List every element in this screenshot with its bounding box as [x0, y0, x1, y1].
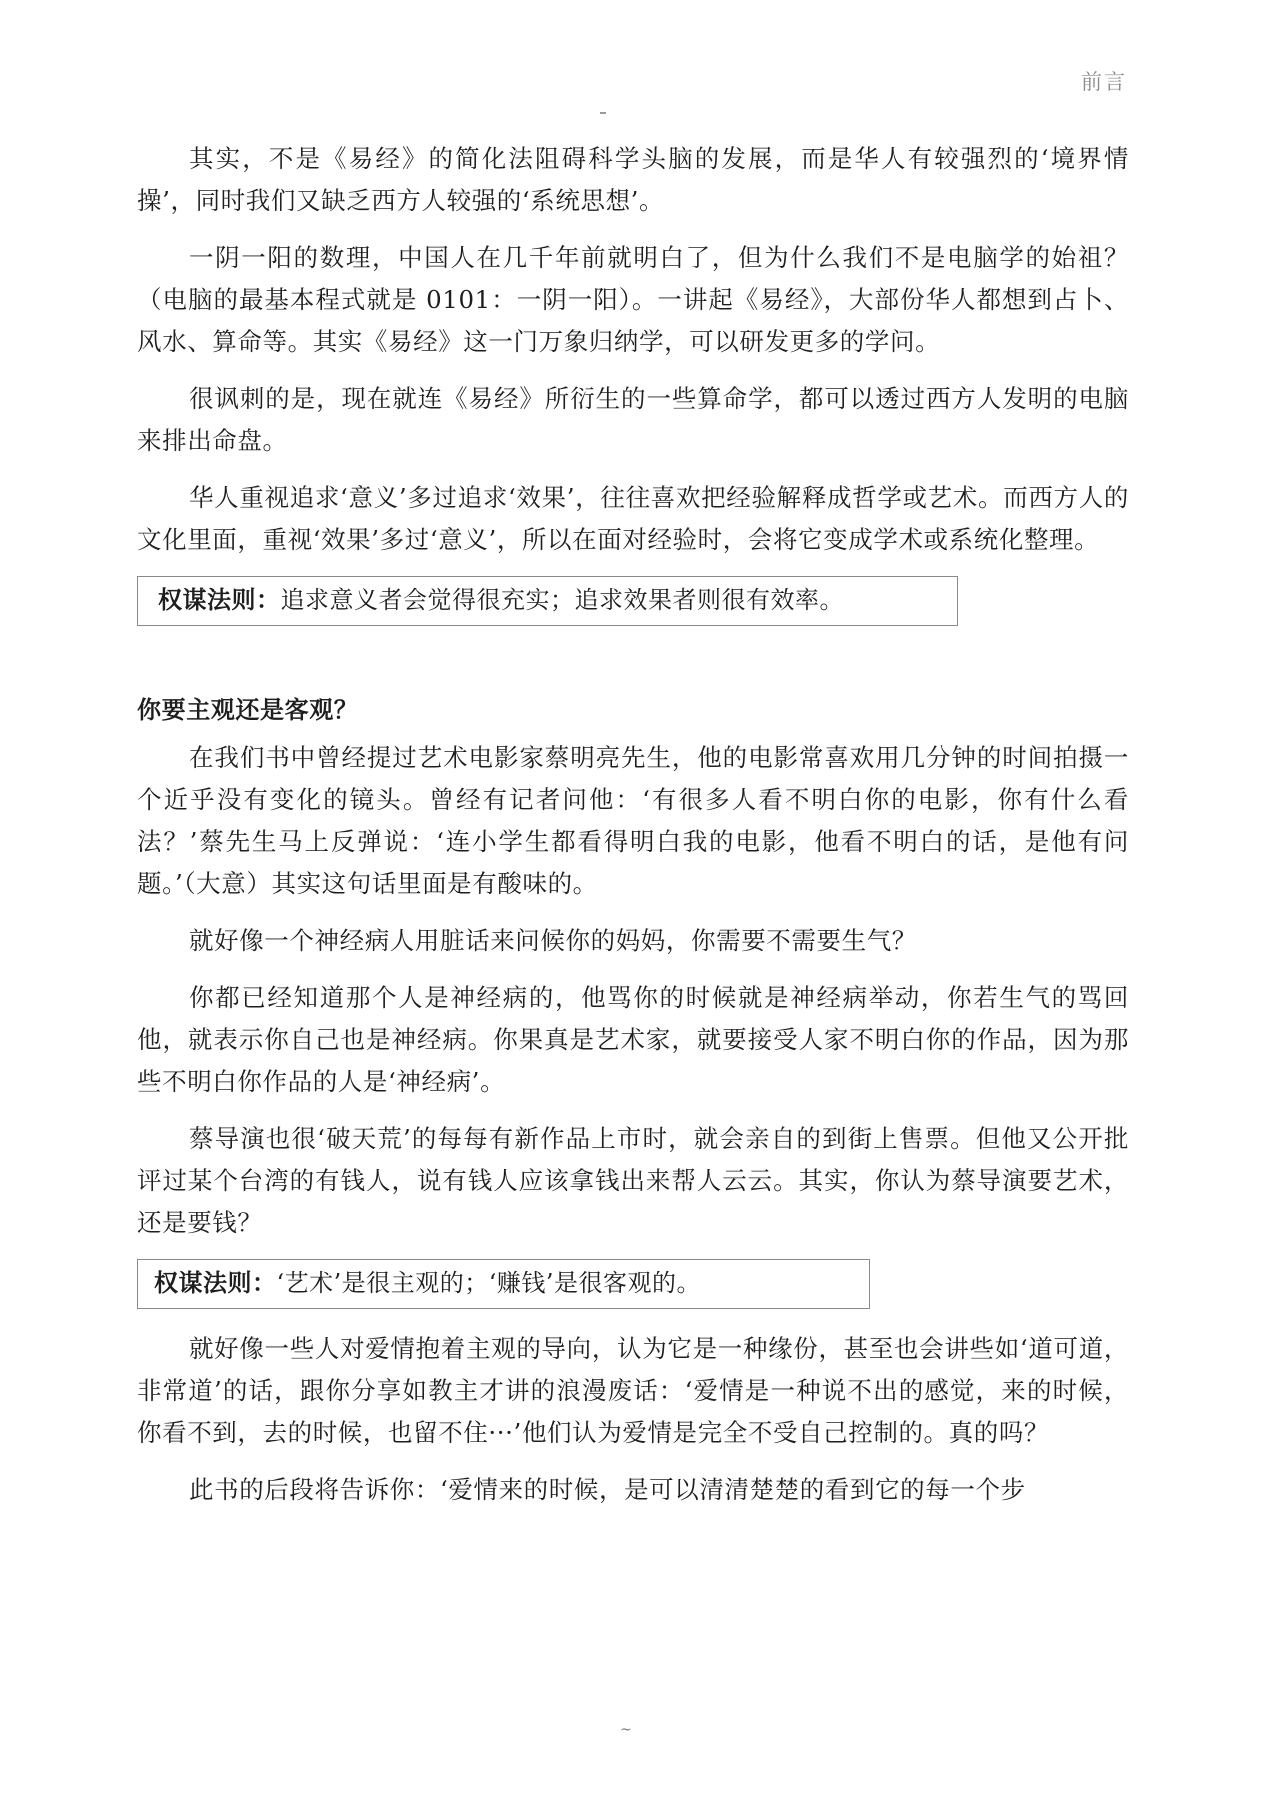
paragraph: 华人重视追求‘意义’多过追求‘效果’，往往喜欢把经验解释成哲学或艺术。而西方人的文化里面，重视‘效果’多过‘意义’，所以在面对经验时，会将它变成学术或系统化整理。	[137, 483, 1129, 554]
page-content	[137, 138, 1129, 1526]
paragraph: 就好像一个神经病人用脏话来问候你的妈妈，你需要不需要生气？	[189, 926, 917, 955]
rule-label: 权谋法则：	[158, 585, 281, 614]
rule-label: 权谋法则：	[154, 1268, 277, 1297]
section-title: 你要主观还是客观？	[137, 695, 359, 724]
paragraph: 蔡导演也很‘破天荒’的每每有新作品上市时，就会亲自的到街上售票。但他又公开批评过某个台湾的有钱人，说有钱人应该拿钱出来帮人云云。其实，你认为蔡导演要艺术，还是要钱？	[137, 1124, 1129, 1237]
rule-text: 追求意义者会觉得很充实；追求效果者则很有效率。	[280, 586, 844, 614]
paragraph: 此书的后段将告诉你：‘爱情来的时候，是可以清清楚楚的看到它的每一个步	[189, 1475, 1026, 1504]
running-header: 前言	[1081, 70, 1127, 94]
paragraph: 在我们书中曾经提过艺术电影家蔡明亮先生，他的电影常喜欢用几分钟的时间拍摄一个近乎没有变化的镜头。曾经有记者问他：‘有很多人看不明白你的电影，你有什么看法？’蔡先生马上反弹说：‘连小学生都看得明白我的电影，他看不明白的话，是他有问题。’（大意）其实这句话里面是有酸味的。	[137, 743, 1129, 898]
paragraph: 很讽刺的是，现在就连《易经》所衍生的一些算命学，都可以透过西方人发明的电脑来排出命盘。	[137, 384, 1129, 455]
scan-mark	[600, 112, 606, 114]
paragraph: 你都已经知道那个人是神经病的，他骂你的时候就是神经病举动，你若生气的骂回他，就表示你自己也是神经病。你果真是艺术家，就要接受人家不明白你的作品，因为那些不明白你作品的人是‘神经病’。	[137, 983, 1129, 1096]
rule-box	[137, 576, 958, 626]
rule-text: ‘艺术’是很主观的；‘赚钱’是很客观的。	[276, 1269, 702, 1297]
paragraph: 一阴一阳的数理，中国人在几千年前就明白了，但为什么我们不是电脑学的始祖？（电脑的最基本程式就是 0101：一阴一阳）。一讲起《易经》，大部份华人都想到占卜、风水、算命等。其实《易经》这一门万象归纳学，可以研发更多的学问。	[137, 243, 1129, 356]
rule-box	[137, 1259, 870, 1309]
paragraph: 其实，不是《易经》的简化法阻碍科学头脑的发展，而是华人有较强烈的‘境界情操’，同时我们又缺乏西方人较强的‘系统思想’。	[137, 144, 1129, 215]
page-number-mark: ~	[620, 1722, 632, 1738]
paragraph: 就好像一些人对爱情抱着主观的导向，认为它是一种缘份，甚至也会讲些如‘道可道，非常道’的话，跟你分享如教主才讲的浪漫废话：‘爱情是一种说不出的感觉，来的时候，你看不到，去的时候，也留不住···’他们认为爱情是完全不受自己控制的。真的吗？	[137, 1334, 1129, 1447]
